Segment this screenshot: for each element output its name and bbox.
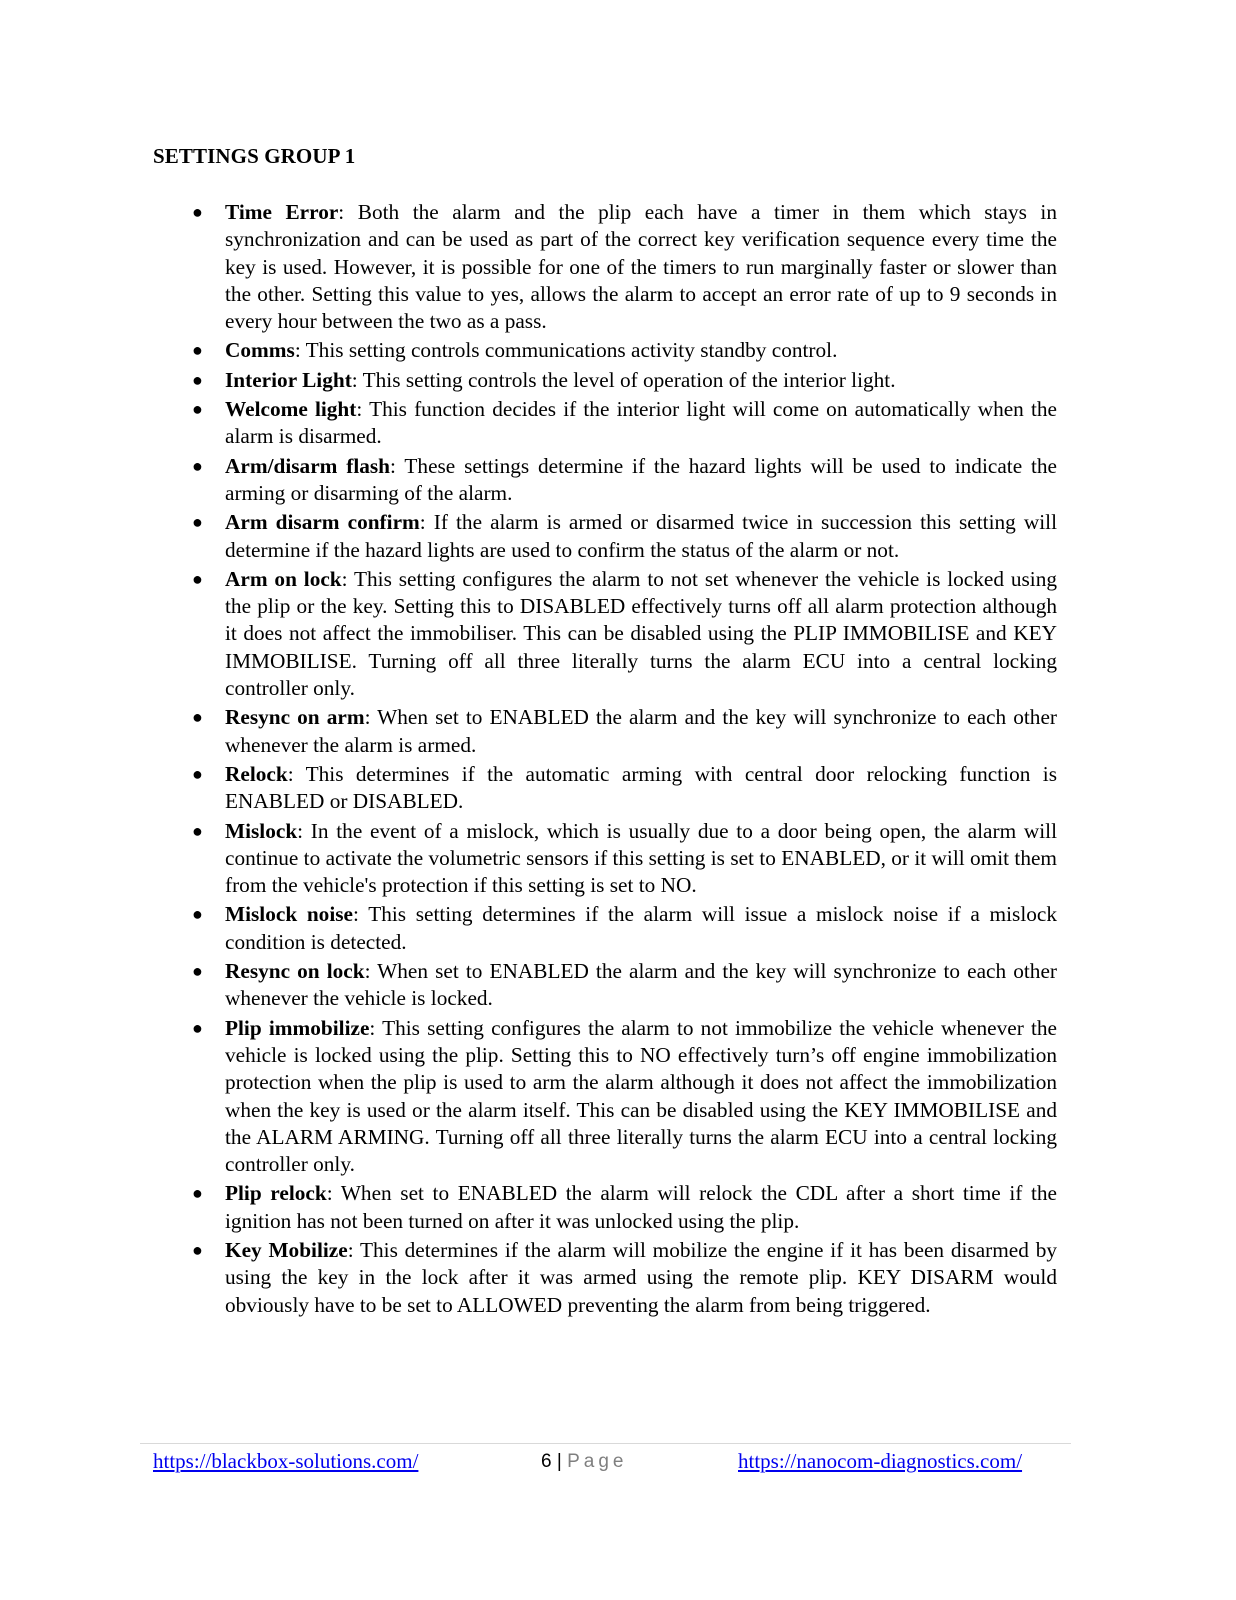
setting-description: : This setting controls the level of operation of the interior light. <box>351 367 896 392</box>
setting-term: Arm/disarm flash <box>225 453 391 478</box>
page-number-value: 6 <box>541 1451 552 1472</box>
bullet-icon: ● <box>192 512 203 533</box>
bullet-icon: ● <box>192 568 203 589</box>
list-item <box>192 958 1057 1013</box>
setting-description: : In the event of a mislock, which is usually due to a door being open, the alarm will continue to activate the volumetric sensors if this setting is set to ENABLED, or it will omit them from the vehicle's protection if this setting is set to NO. <box>225 818 1057 898</box>
bullet-icon: ● <box>192 961 203 982</box>
setting-description: : This setting configures the alarm to not immobilize the vehicle whenever the vehicle is locked using the plip. Setting this to NO effectively turn’s off engine immobilization protection when the plip is used to arm the alarm although it does not affect the immobilization when the key is used or the alarm itself. This can be disabled using the KEY IMMOBILISE and the ALARM ARMING. Turning off all three literally turns the alarm ECU into a central locking controller only. <box>225 1015 1057 1177</box>
list-item <box>192 199 1057 335</box>
setting-term: Mislock <box>225 818 298 843</box>
footer-divider <box>140 1443 1071 1444</box>
setting-term: Plip immobilize <box>225 1015 370 1040</box>
footer-link-nanocom[interactable]: https://nanocom-diagnostics.com/ <box>738 1449 1023 1473</box>
setting-term: Arm on lock <box>225 566 342 591</box>
list-item <box>192 509 1057 564</box>
setting-description: : This setting configures the alarm to not set whenever the vehicle is locked using the plip or the key. Setting this to DISABLED effectively turns off all alarm protection although it does not affect the immobiliser. This can be disabled using the PLIP IMMOBILISE and KEY IMMOBILISE. Turning off all three literally turns the alarm ECU into a central locking controller only. <box>225 566 1057 701</box>
bullet-icon: ● <box>192 904 203 925</box>
list-item <box>192 1237 1057 1319</box>
list-item <box>192 396 1057 451</box>
setting-term: Resync on arm <box>225 705 365 730</box>
list-item <box>192 453 1058 508</box>
setting-term: Interior Light <box>225 367 352 392</box>
list-item <box>192 1015 1057 1179</box>
setting-term: Comms <box>225 338 295 363</box>
setting-term: Mislock noise <box>225 902 353 927</box>
setting-description: : This determines if the automatic arming with central door relocking function is ENABLED or DISABLED. <box>225 761 1057 814</box>
setting-description: : If the alarm is armed or disarmed twice in succession this setting will determine if the hazard lights are used to confirm the status of the alarm or not. <box>225 510 1057 562</box>
setting-description: : This determines if the alarm will mobilize the engine if it has been disarmed by using the key in the lock after it was armed using the remote plip. KEY DISARM would obviously have to be set to ALLOWED preventing the alarm from being triggered. <box>225 1237 1057 1317</box>
page-label: Page <box>567 1451 628 1472</box>
section-heading: SETTINGS GROUP 1 <box>153 144 356 168</box>
list-item <box>192 566 1057 702</box>
list-item <box>192 337 1057 364</box>
bullet-icon: ● <box>192 340 203 361</box>
list-item <box>192 704 1057 759</box>
setting-description: : Both the alarm and the plip each have a timer in them which stays in synchronization and can be used as part of the correct key verification sequence every time the key is used. However, it is possible for one of the timers to run marginally faster or slower than the other. Setting this value to yes, allows the alarm to accept an error rate of up to 9 seconds in every hour between the two as a pass. <box>225 200 1057 334</box>
list-item <box>192 818 1057 900</box>
bullet-icon: ● <box>192 369 203 390</box>
settings-list <box>192 199 1058 1321</box>
list-item <box>192 901 1057 956</box>
setting-term: Key Mobilize <box>225 1237 348 1262</box>
setting-term: Resync on lock <box>225 959 365 984</box>
page-separator: | <box>556 1451 562 1472</box>
bullet-icon: ● <box>192 202 203 222</box>
setting-description: : This setting determines if the alarm will issue a mislock noise if a mislock condition is detected. <box>225 902 1057 954</box>
setting-term: Time Error <box>225 200 339 224</box>
setting-term: Plip relock <box>225 1181 327 1206</box>
bullet-icon: ● <box>192 1183 203 1204</box>
setting-description: : When set to ENABLED the alarm will relock the CDL after a short time if the ignition has not been turned on after it was unlocked using the plip. <box>225 1181 1057 1233</box>
bullet-icon: ● <box>192 455 203 476</box>
setting-term: Welcome light <box>225 397 357 422</box>
page-number <box>541 1451 627 1473</box>
setting-description: : When set to ENABLED the alarm and the key will synchronize to each other whenever the alarm is armed. <box>225 705 1057 757</box>
setting-description: : This setting controls communications activity standby control. <box>294 338 838 363</box>
bullet-icon: ● <box>192 707 203 728</box>
list-item <box>192 761 1057 816</box>
bullet-icon: ● <box>192 1017 203 1038</box>
list-item <box>192 1180 1057 1235</box>
setting-term: Arm disarm confirm <box>225 510 420 535</box>
setting-description: : These settings determine if the hazard lights will be used to indicate the arming or disarming of the alarm. <box>225 453 1058 505</box>
bullet-icon: ● <box>192 763 203 784</box>
setting-term: Relock <box>225 761 288 786</box>
list-item <box>192 367 1057 394</box>
footer-link-blackbox[interactable]: https://blackbox-solutions.com/ <box>153 1449 419 1473</box>
bullet-icon: ● <box>192 1239 203 1260</box>
setting-description: : This function decides if the interior light will come on automatically when the alarm is disarmed. <box>225 397 1057 449</box>
bullet-icon: ● <box>192 820 203 841</box>
bullet-icon: ● <box>192 399 203 420</box>
setting-description: : When set to ENABLED the alarm and the key will synchronize to each other whenever the vehicle is locked. <box>225 959 1057 1011</box>
